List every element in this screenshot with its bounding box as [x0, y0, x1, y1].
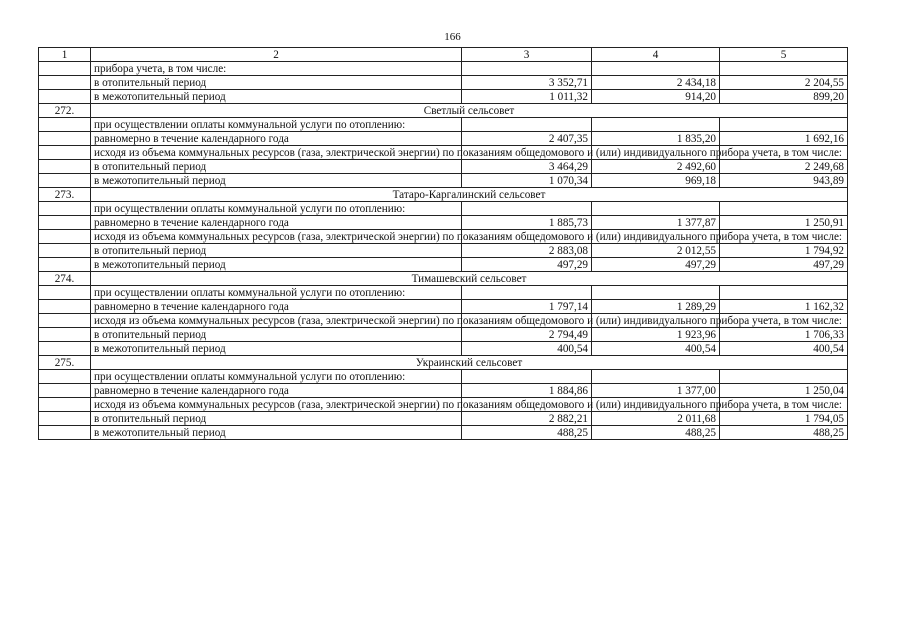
table-row: [39, 286, 848, 300]
row-number-cell: [39, 342, 91, 356]
row-number-cell: [39, 62, 91, 76]
value-cell-col3: 488,25: [462, 426, 592, 440]
header-cell: 2: [91, 48, 462, 62]
header-row: [39, 48, 848, 62]
table-body: [39, 48, 848, 440]
table-row: [39, 160, 848, 174]
row-label: исходя из объема коммунальных ресурсов (газа, электрической энергии) по показаниям общедомового и (или) индивидуального прибора учета, в том числе:: [91, 230, 462, 244]
value-cell-col5: [720, 202, 848, 216]
value-cell-col4: 1 923,96: [592, 328, 720, 342]
row-label: исходя из объема коммунальных ресурсов (газа, электрической энергии) по показаниям общедомового и (или) индивидуального прибора учета, в том числе:: [91, 398, 462, 412]
table-row: [39, 314, 848, 328]
value-cell-col4: 2 012,55: [592, 244, 720, 258]
row-number-cell: [39, 300, 91, 314]
value-cell-col5: 943,89: [720, 174, 848, 188]
table-row: [39, 328, 848, 342]
value-cell-col5: 400,54: [720, 342, 848, 356]
table-row: [39, 426, 848, 440]
value-cell-col4: 1 377,87: [592, 216, 720, 230]
value-cell-col4: 969,18: [592, 174, 720, 188]
value-cell-col4: [592, 202, 720, 216]
section-title: Украинский сельсовет: [91, 356, 848, 370]
row-label: в межотопительный период: [91, 174, 462, 188]
row-number-cell: [39, 314, 91, 328]
row-label: исходя из объема коммунальных ресурсов (газа, электрической энергии) по показаниям общедомового и (или) индивидуального прибора учета, в том числе:: [91, 146, 462, 160]
value-cell-col5: [720, 370, 848, 384]
page-number: 166: [444, 31, 461, 43]
header-cell: 5: [720, 48, 848, 62]
row-number-cell: [39, 384, 91, 398]
table-row: [39, 230, 848, 244]
row-number-cell: [39, 118, 91, 132]
row-label: равномерно в течение календарного года: [91, 300, 462, 314]
value-cell-col4: [592, 118, 720, 132]
value-cell-col3: 2 794,49: [462, 328, 592, 342]
value-cell-col4: [592, 370, 720, 384]
value-cell-col3: 2 883,08: [462, 244, 592, 258]
table-row: [39, 342, 848, 356]
value-cell-col3: 2 407,35: [462, 132, 592, 146]
tariff-table: [38, 47, 848, 440]
table-row: [39, 62, 848, 76]
table-row: [39, 90, 848, 104]
value-cell-col3: 497,29: [462, 258, 592, 272]
value-cell-col3: 2 882,21: [462, 412, 592, 426]
value-cell-col3: [462, 202, 592, 216]
value-cell-col4: 1 835,20: [592, 132, 720, 146]
value-cell-col4: 2 011,68: [592, 412, 720, 426]
section-row: [39, 272, 848, 286]
row-number-cell: [39, 286, 91, 300]
table-row: [39, 370, 848, 384]
value-cell-col5: 2 249,68: [720, 160, 848, 174]
value-cell-col5: 2 204,55: [720, 76, 848, 90]
row-label: при осуществлении оплаты коммунальной услуги по отоплению:: [91, 286, 462, 300]
value-cell-col5: 1 162,32: [720, 300, 848, 314]
table-row: [39, 132, 848, 146]
value-cell-col5: 899,20: [720, 90, 848, 104]
table-row: [39, 244, 848, 258]
value-cell-col3: [462, 118, 592, 132]
value-cell-col4: 497,29: [592, 258, 720, 272]
section-row: [39, 356, 848, 370]
row-number-cell: [39, 370, 91, 384]
table-row: [39, 412, 848, 426]
row-number-cell: [39, 76, 91, 90]
value-cell-col3: 1 884,86: [462, 384, 592, 398]
table-row: [39, 398, 848, 412]
row-number-cell: [39, 146, 91, 160]
value-cell-col4: 1 289,29: [592, 300, 720, 314]
section-number: 272.: [39, 104, 91, 118]
value-cell-col3: [462, 286, 592, 300]
row-label: при осуществлении оплаты коммунальной услуги по отоплению:: [91, 118, 462, 132]
value-cell-col4: [592, 62, 720, 76]
row-number-cell: [39, 426, 91, 440]
row-number-cell: [39, 244, 91, 258]
header-cell: 4: [592, 48, 720, 62]
table-row: [39, 384, 848, 398]
row-label: в межотопительный период: [91, 258, 462, 272]
value-cell-col3: 1 070,34: [462, 174, 592, 188]
value-cell-col5: 1 692,16: [720, 132, 848, 146]
row-number-cell: [39, 202, 91, 216]
row-number-cell: [39, 258, 91, 272]
value-cell-col5: [720, 286, 848, 300]
value-cell-col5: 1 794,05: [720, 412, 848, 426]
value-cell-col5: [720, 62, 848, 76]
value-cell-col4: [592, 286, 720, 300]
value-cell-col5: 488,25: [720, 426, 848, 440]
value-cell-col3: 1 011,32: [462, 90, 592, 104]
row-label: равномерно в течение календарного года: [91, 384, 462, 398]
row-number-cell: [39, 328, 91, 342]
value-cell-col3: 1 797,14: [462, 300, 592, 314]
header-cell: 3: [462, 48, 592, 62]
section-row: [39, 104, 848, 118]
value-cell-col5: 1 794,92: [720, 244, 848, 258]
value-cell-col3: [462, 62, 592, 76]
row-number-cell: [39, 412, 91, 426]
row-number-cell: [39, 132, 91, 146]
table-row: [39, 118, 848, 132]
value-cell-col5: 497,29: [720, 258, 848, 272]
section-title: Светлый сельсовет: [91, 104, 848, 118]
value-cell-col5: 1 250,91: [720, 216, 848, 230]
table-row: [39, 174, 848, 188]
value-cell-col4: 914,20: [592, 90, 720, 104]
row-label: при осуществлении оплаты коммунальной услуги по отоплению:: [91, 202, 462, 216]
value-cell-col4: 400,54: [592, 342, 720, 356]
table-row: [39, 146, 848, 160]
row-label: в межотопительный период: [91, 342, 462, 356]
table-row: [39, 258, 848, 272]
row-label: в межотопительный период: [91, 426, 462, 440]
value-cell-col5: 1 250,04: [720, 384, 848, 398]
section-title: Татаро-Каргалинский сельсовет: [91, 188, 848, 202]
table-row: [39, 202, 848, 216]
value-cell-col3: 3 352,71: [462, 76, 592, 90]
section-number: 273.: [39, 188, 91, 202]
section-row: [39, 188, 848, 202]
value-cell-col3: 400,54: [462, 342, 592, 356]
row-label: исходя из объема коммунальных ресурсов (газа, электрической энергии) по показаниям общедомового и (или) индивидуального прибора учета, в том числе:: [91, 314, 462, 328]
row-number-cell: [39, 174, 91, 188]
value-cell-col3: [462, 370, 592, 384]
row-number-cell: [39, 90, 91, 104]
table-row: [39, 76, 848, 90]
row-label: прибора учета, в том числе:: [91, 62, 462, 76]
row-label: в отопительный период: [91, 244, 462, 258]
section-number: 274.: [39, 272, 91, 286]
value-cell-col3: 1 885,73: [462, 216, 592, 230]
row-label: равномерно в течение календарного года: [91, 216, 462, 230]
header-cell: 1: [39, 48, 91, 62]
value-cell-col4: 2 434,18: [592, 76, 720, 90]
section-number: 275.: [39, 356, 91, 370]
row-number-cell: [39, 160, 91, 174]
section-title: Тимашевский сельсовет: [91, 272, 848, 286]
value-cell-col3: 3 464,29: [462, 160, 592, 174]
row-label: в отопительный период: [91, 76, 462, 90]
row-number-cell: [39, 398, 91, 412]
row-label: при осуществлении оплаты коммунальной услуги по отоплению:: [91, 370, 462, 384]
value-cell-col4: 2 492,60: [592, 160, 720, 174]
value-cell-col5: 1 706,33: [720, 328, 848, 342]
table-row: [39, 216, 848, 230]
row-label: в отопительный период: [91, 328, 462, 342]
value-cell-col4: 1 377,00: [592, 384, 720, 398]
row-label: в межотопительный период: [91, 90, 462, 104]
value-cell-col5: [720, 118, 848, 132]
table-row: [39, 300, 848, 314]
row-label: равномерно в течение календарного года: [91, 132, 462, 146]
row-number-cell: [39, 216, 91, 230]
row-label: в отопительный период: [91, 160, 462, 174]
row-number-cell: [39, 230, 91, 244]
value-cell-col4: 488,25: [592, 426, 720, 440]
row-label: в отопительный период: [91, 412, 462, 426]
